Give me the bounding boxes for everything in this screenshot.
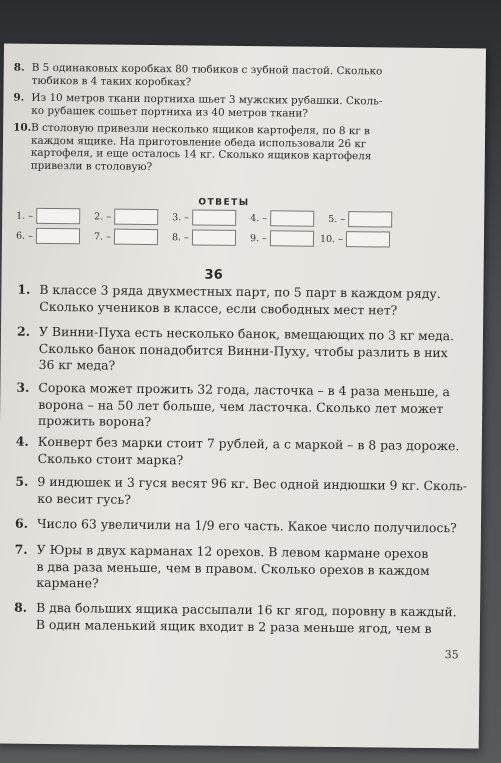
section-number: 36 — [204, 267, 223, 283]
answer-box[interactable] — [348, 211, 392, 227]
answer-box[interactable] — [192, 229, 236, 245]
answer-item-2[interactable]: 2. – — [94, 208, 158, 225]
answer-box[interactable] — [270, 230, 314, 246]
answer-item-8[interactable]: 8. – — [172, 229, 236, 246]
answers-header: ОТВЕТЫ — [198, 197, 250, 209]
answer-box[interactable] — [114, 229, 158, 245]
answer-item-3[interactable]: 3. – — [172, 209, 236, 226]
answer-item-7[interactable]: 7. – — [94, 228, 158, 245]
answer-item-9[interactable]: 9. – — [250, 230, 314, 247]
task-3: 3. Сорока может прожить 32 года, ласточка – в 4 раза меньше, а ворона – на 50 лет больше, чем ласточка. Сколько лет может прожить ворона? — [16, 379, 451, 430]
answer-item-6[interactable]: 6. – — [16, 228, 80, 245]
top-task-8: 8. В 5 одинаковых коробках 80 тюбиков с зубной пастой. Сколько тюбиков в 4 таких коробках? — [13, 61, 383, 88]
answer-box[interactable] — [36, 208, 80, 224]
task-7: 7. У Юры в двух карманах 12 орехов. В левом кармане орехов в два раза меньше, чем в правом. Сколько орехов в каждом кармане? — [14, 541, 430, 591]
answer-box[interactable] — [346, 231, 390, 247]
task-1: 1. В классе 3 ряда двухместных парт, по 5 парт в каждом ряду. Сколько учеников в классе, если свободных мест нет? — [17, 281, 441, 318]
answer-box[interactable] — [114, 209, 158, 225]
task-5: 5. 9 индюшек и 3 гуся весят 96 кг. Вес одной индюшки 9 кг. Сколь- ко весит гусь? — [15, 473, 468, 507]
answer-box[interactable] — [192, 209, 236, 225]
answer-item-10[interactable]: 10. – — [320, 231, 390, 248]
answer-box[interactable] — [36, 228, 80, 244]
task-2: 2. У Винни-Пуха есть несколько банок, вмещающих по 3 кг меда. Сколько банок понадобится Винни-Пуху, чтобы разлить в них 36 кг меда? — [16, 323, 455, 373]
task-8: 8. В два больших ящика рассыпали 16 кг ягод, поровну в каждый. В один маленький ящик входит в 2 раза меньше ягод, чем в — [14, 599, 457, 636]
task-6: 6. Число 63 увеличили на 1/9 его часть. Какое число получилось? — [14, 515, 457, 536]
top-task-9: 9. Из 10 метров ткани портниха шьет 3 мужских рубашки. Сколь- ко рубашек сошьет портниха из 40 метров ткани? — [13, 91, 383, 120]
answer-item-4[interactable]: 4. – — [250, 210, 314, 227]
workbook-page — [0, 43, 486, 748]
answer-item-5[interactable]: 5. – — [328, 211, 392, 228]
task-4: 4. Конверт без марки стоит 7 рублей, а с маркой – в 8 раз дороже. Сколько стоит марка? — [15, 433, 460, 467]
page-number: 35 — [444, 648, 459, 662]
top-task-10: 10.В столовую привезли несколько ящиков картофеля, по 8 кг в каждом ящике. На приготовление обеда использовали 26 кг картофеля, и еще осталось 14 кг. Сколько ящиков картофеля привезли в столовую? — [13, 121, 372, 173]
answer-item-1[interactable]: 1. – — [16, 208, 80, 225]
answer-box[interactable] — [270, 210, 314, 226]
